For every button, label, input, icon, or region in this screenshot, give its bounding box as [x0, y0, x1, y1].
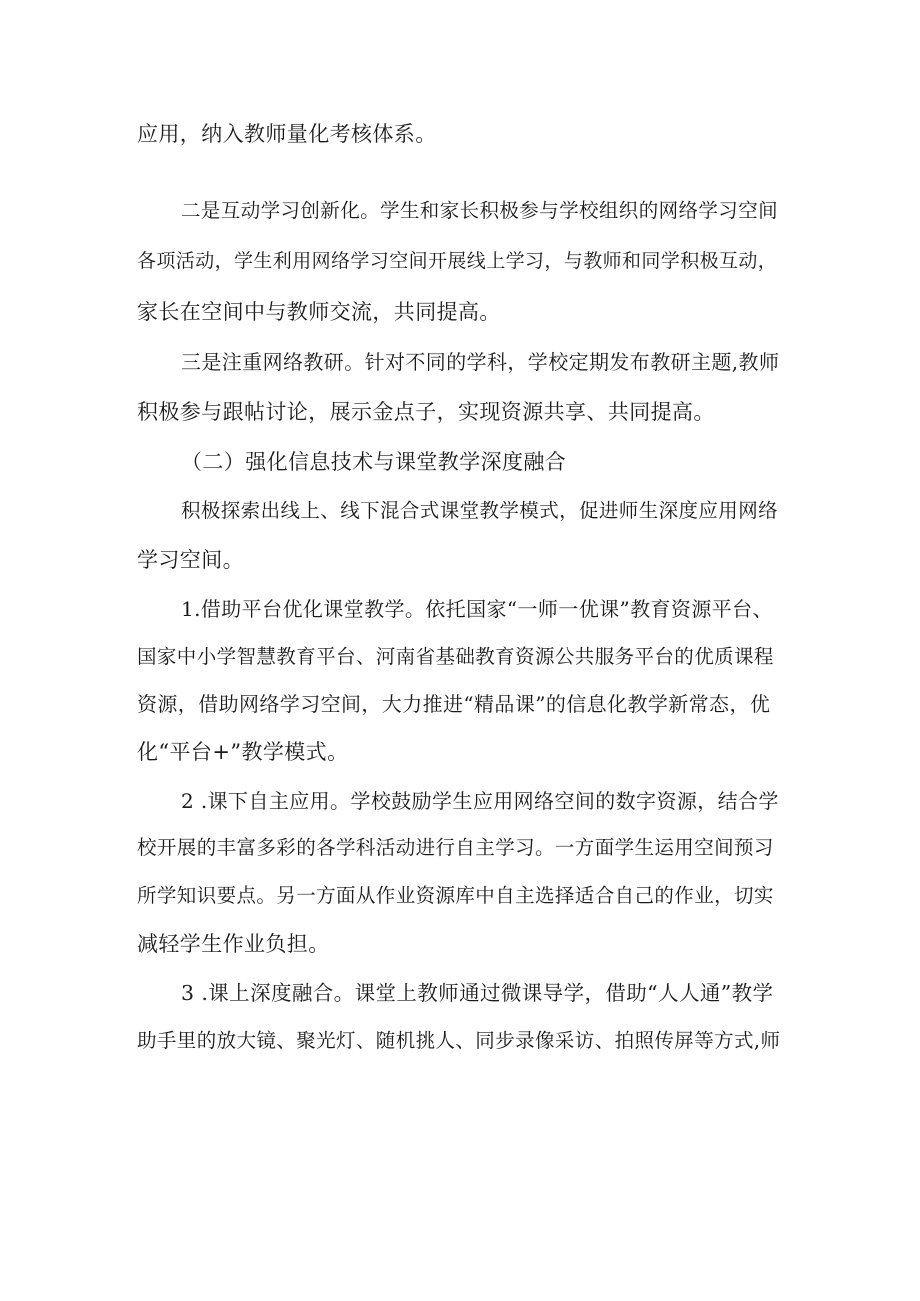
text-line: 校开展的丰富多彩的各学科活动进行自主学习。一方面学生运用空间预习 [137, 836, 774, 859]
text-line: 减轻学生作业负担。 [137, 932, 330, 956]
text-line: 学习空间。 [137, 548, 244, 572]
text-line: 国家中小学智慧教育平台、河南省基础教育资源公共服务平台的优质课程 [137, 645, 774, 668]
text-line: 2 .课下自主应用。学校鼓励学生应用网络空间的数字资源，结合学 [181, 789, 779, 813]
text-line: 化“平台+”教学模式。 [137, 740, 349, 764]
text-line: 积极探索出线上、线下混合式课堂教学模式，促进师生深度应用网络 [181, 499, 779, 522]
text-line: 积极参与跟帖讨论，展示金点子，实现资源共享、共同提高。 [137, 400, 715, 424]
text-line: 助手里的放大镜、聚光灯、随机挑人、同步录像采访、拍照传屏等方式,师 [137, 1029, 781, 1052]
text-line: 二是互动学习创新化。学生和家长积极参与学校组织的网络学习空间 [181, 199, 779, 222]
section-heading: （二）强化信息技术与课堂教学深度融合 [181, 450, 567, 474]
text-line: 家长在空间中与教师交流，共同提高。 [137, 300, 501, 324]
text-line: 1.借助平台优化课堂教学。依托国家“一师一优课”教育资源平台、 [181, 597, 773, 621]
text-line: 所学知识要点。另一方面从作业资源库中自主选择适合自己的作业，切实 [137, 884, 774, 907]
text-line: 各项活动，学生利用网络学习空间开展线上学习，与教师和同学积极互动， [137, 250, 778, 272]
text-line: 应用，纳入教师量化考核体系。 [137, 122, 437, 146]
text-line: 3 .课上深度融合。课堂上教师通过微课导学，借助“人人通”教学 [181, 981, 774, 1005]
text-line: 三是注重网络教研。针对不同的学科，学校定期发布教研主题,教师 [181, 350, 780, 374]
text-line: 资源，借助网络学习空间，大力推进“精品课”的信息化教学新常态，优 [137, 692, 771, 716]
